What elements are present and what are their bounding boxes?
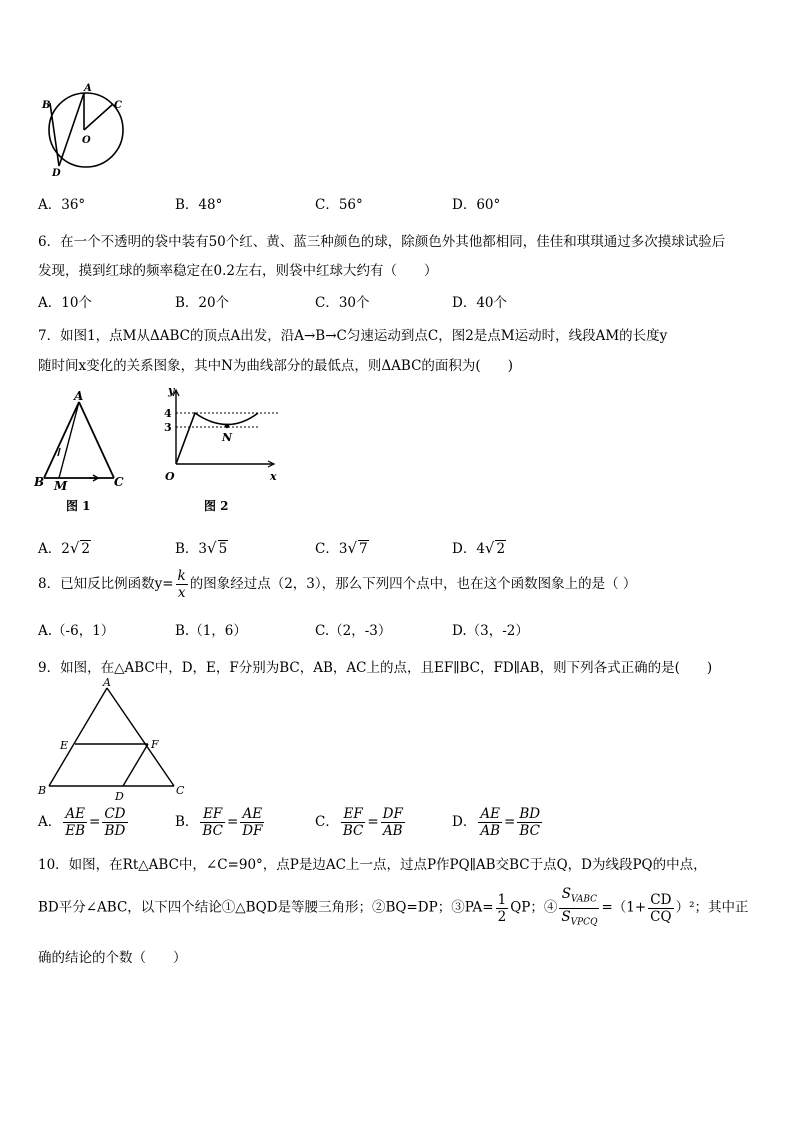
q8-stem: 8．已知反比例函数y= $\frac{k}{x}$ 的图象经过点（2，3），那么下列四个点中，也在这个函数图象上的是（ ） <box>38 568 637 601</box>
q10-stem-line-3: 确的结论的个数（ ） <box>38 950 187 966</box>
q7-fig2-label-n: N <box>222 431 233 444</box>
q9-label-b: B <box>38 784 47 797</box>
q6-option-d: D．40个 <box>452 295 508 311</box>
q8-option-c: C.（2，-3） <box>315 623 392 639</box>
q7-stem-line-2: 随时间x变化的关系图象，其中N为曲线部分的最低点，则ΔABC的面积为( ) <box>38 358 513 374</box>
q7-figure-1-triangle <box>34 390 134 520</box>
q9-option-a: A． $\frac{AE}{EB}$ = $\frac{CD}{BD}$ <box>38 806 126 839</box>
q9-option-d: D． $\frac{AE}{AB}$ = $\frac{BD}{BC}$ <box>452 806 541 839</box>
q7-fig1-label-m: M <box>54 479 68 493</box>
q9-label-d: D <box>115 790 124 803</box>
q7-fig2-label-x: x <box>270 470 277 483</box>
q5-option-c: C．56° <box>315 197 363 213</box>
q5-label-o: O <box>82 135 91 146</box>
q6-stem-line-2: 发现，摸到红球的频率稳定在0.2左右，则袋中红球大约有（ ） <box>38 263 438 279</box>
q9-triangle-figure <box>34 676 194 804</box>
q5-option-d: D．60° <box>452 197 501 213</box>
q7-stem-line-1: 7．如图1，点M从ΔABC的顶点A出发，沿A→B→C匀速运动到点C，图2是点M运动时，线段AM的长度y <box>38 328 668 344</box>
q7-fig2-label-4: 4 <box>164 407 172 420</box>
q9-label-a: A <box>103 676 111 689</box>
q5-label-d: D <box>52 168 61 179</box>
q6-option-b: B．20个 <box>175 295 230 311</box>
q7-option-d: D．4√ 2 <box>452 539 506 557</box>
q7-option-c: C．3√ 7 <box>315 539 368 557</box>
q7-fig1-label-a: A <box>74 390 84 403</box>
q5-label-c: C <box>114 100 122 111</box>
q9-stem: 9．如图，在△ABC中，D，E，F分别为BC，AB，AC上的点，且EF∥BC，FD∥AB，则下列各式正确的是( ) <box>38 660 713 676</box>
q7-fig1-label-b: B <box>34 475 45 489</box>
q7-fig1-caption: 图 1 <box>66 499 91 513</box>
q8-option-a: A.（-6，1） <box>38 623 115 639</box>
q7-option-b: B．3√ 5 <box>175 539 228 557</box>
q6-option-a: A．10个 <box>38 295 92 311</box>
q9-label-e: E <box>60 739 69 752</box>
q5-label-a: A <box>84 83 92 94</box>
q9-option-c: C． $\frac{EF}{BC}$ = $\frac{DF}{AB}$ <box>315 806 403 839</box>
q10-stem-line-2: BD平分∠ABC，以下四个结论①△BQD是等腰三角形；②BQ=DP；③PA= $\frac{1}{2}$ QP；④ $\frac{S_{VABC}}{S_{VPCQ}}$ =（1+ $\frac{CD}{CQ}$ ）²；其中正 <box>38 886 749 928</box>
q7-fig2-label-y: y <box>168 384 175 397</box>
q8-option-d: D.（3，-2） <box>452 623 529 639</box>
q5-option-b: B．48° <box>175 197 223 213</box>
q7-fig2-label-3: 3 <box>164 421 172 434</box>
q6-option-c: C．30个 <box>315 295 370 311</box>
q5-option-a: A．36° <box>38 197 86 213</box>
q6-stem-line-1: 6．在一个不透明的袋中装有50个红、黄、蓝三种颜色的球，除颜色外其他都相同，佳佳和琪琪通过多次摸球试验后 <box>38 234 726 250</box>
q5-circle-figure <box>38 80 138 180</box>
q8-fraction: $\frac{k}{x}$ <box>177 568 186 601</box>
q7-fig2-label-o: O <box>165 470 175 483</box>
q9-option-b: B． $\frac{EF}{BC}$ = $\frac{AE}{DF}$ <box>175 806 263 839</box>
q10-stem-line-1: 10．如图，在Rt△ABC中，∠C=90°，点P是边AC上一点，过点P作PQ∥AB交BC于点Q，D为线段PQ的中点， <box>38 857 707 873</box>
q7-figure-2-graph <box>148 380 288 520</box>
q7-option-a: A．2√ 2 <box>38 539 90 557</box>
q9-label-c: C <box>176 784 185 797</box>
q5-label-b: B <box>42 100 51 111</box>
q9-label-f: F <box>151 738 159 751</box>
q7-fig1-label-c: C <box>114 475 124 489</box>
q8-option-b: B.（1，6） <box>175 623 247 639</box>
q7-fig2-caption: 图 2 <box>204 499 229 513</box>
